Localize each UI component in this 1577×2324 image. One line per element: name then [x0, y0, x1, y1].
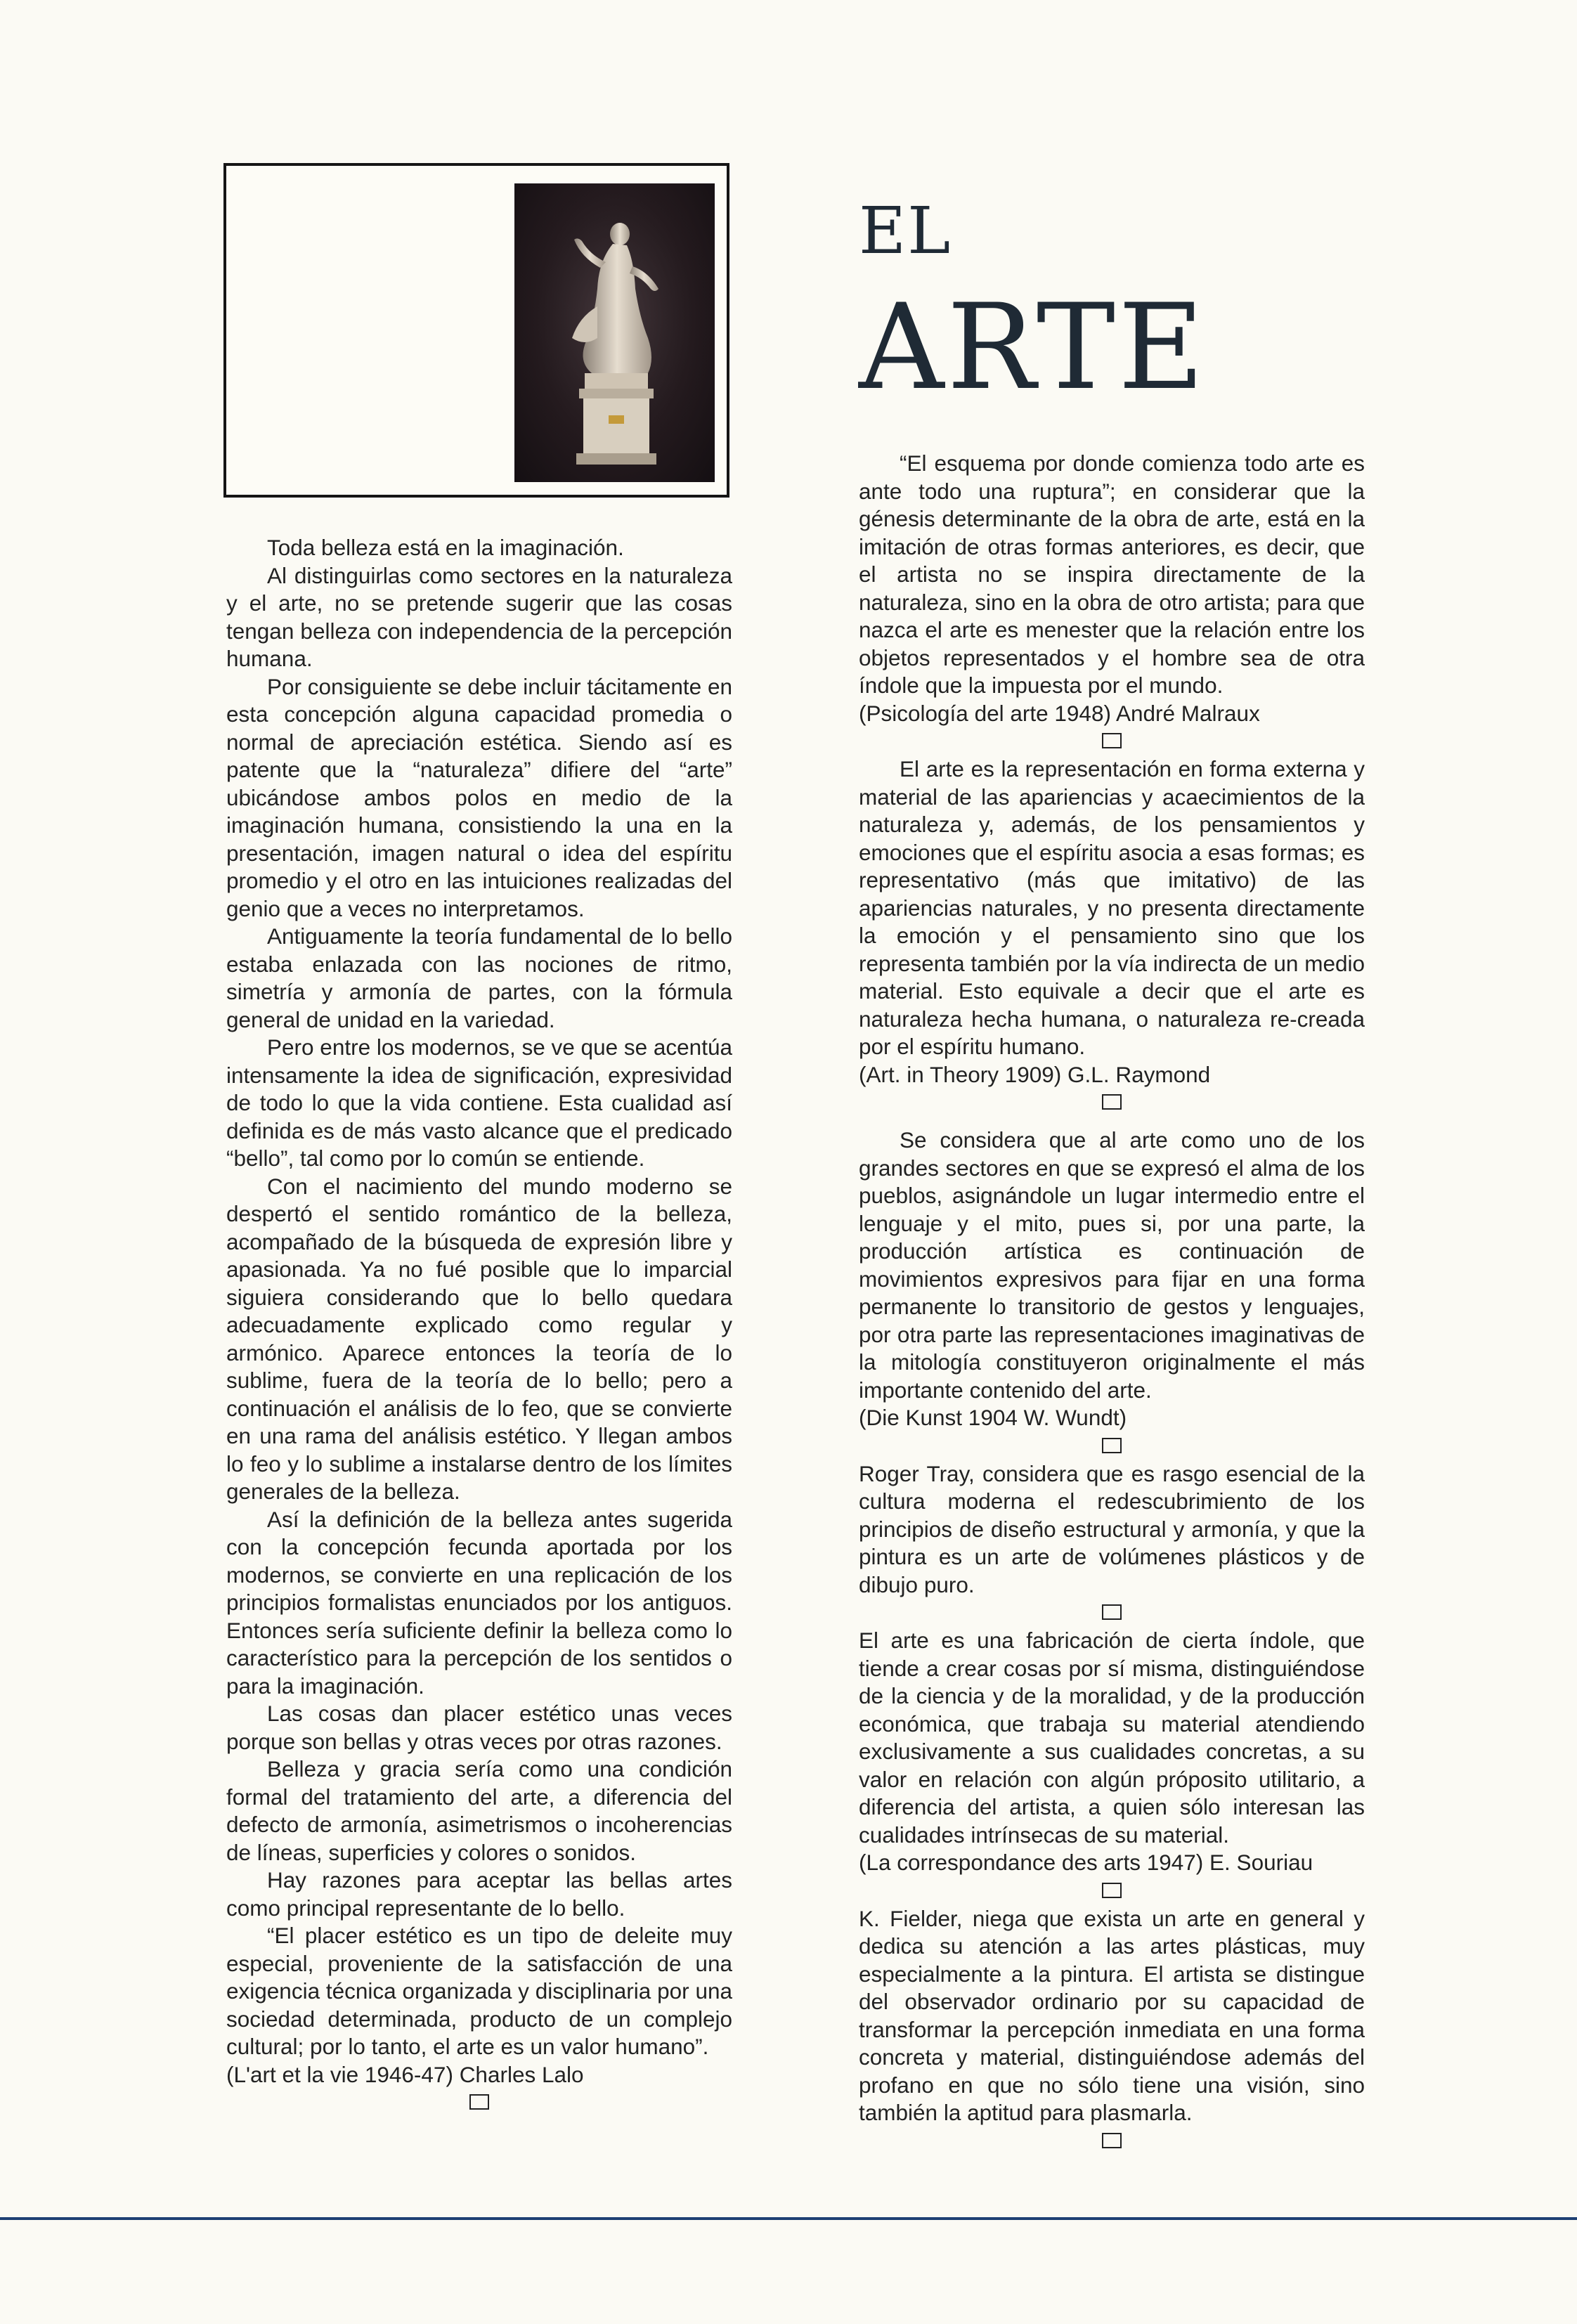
statue-photo: [514, 183, 715, 482]
section-separator-box: [1102, 1438, 1122, 1453]
photo-frame: [223, 163, 729, 498]
paragraph: Con el nacimiento del mundo moderno se despertó el sentido romántico de la belleza, acompañado de la búsqueda de expresión libre y apasionada. Ya no fué posible que lo imparcial siguiera considerando que lo bello quedara adecuadamente explicado como regular y armónico. Aparece entonces la teoría de lo sublime, fuera de la teoría de lo bello; pero a continuación el análisis de lo feo, que se convierte en una rama del análisis estético. Y llegan ambos lo feo y lo sublime a instalarse dentro de los límites generales de la belleza.: [226, 1173, 732, 1504]
citation: (La correspondance des arts 1947) E. Souriau: [859, 1850, 1313, 1875]
paragraph: Pero entre los modernos, se ve que se acentúa intensamente la idea de significación, expresividad de todo lo que la vida contiene. Esta cualidad así definida es de más vasto alcance que el predicado “bello”, tal como por lo común se entiende.: [226, 1034, 732, 1171]
quote-text: El arte es la representación en forma externa y material de las apariencias y acaecimientos de la naturaleza y, además, de los pensamientos y emociones que el espíritu asocia a esas formas; es representativo (más que imitativo) de las apariencias naturales, y no presenta directamente la emoción y el pensamiento sino que los representa también por la vía indirecta de un medio material. Esto equivale a decir que el arte es naturaleza hecha humana, o naturaleza re-creada por el espíritu humano.: [859, 756, 1365, 1059]
paragraph: Así la definición de la belleza antes sugerida con la concepción fecunda aportada por los modernos, se convierte en una replicación de los principios formalistas enunciados por los antiguos. Entonces sería suficiente definir la belleza como lo característico para la percepción de los sentidos o para la imaginación.: [226, 1506, 732, 1699]
paragraph: Al distinguirlas como sectores en la naturaleza y el arte, no se pretende sugerir que las cosas tengan belleza con independencia de la percepción humana.: [226, 562, 732, 671]
paragraph: Toda belleza está en la imaginación.: [267, 535, 624, 560]
quote-text: Roger Tray, considera que es rasgo esencial de la cultura moderna el redescubrimiento de los principios de diseño estructural y armonía, y que la pintura es un arte de volúmenes plásticos y de dibujo puro.: [859, 1460, 1365, 1597]
quote-text: K. Fielder, niega que exista un arte en general y dedica su atención a las artes plásticas, muy especialmente a la pintura. El artista se distingue del observador ordinario por su capacidad de transformar la percepción inmediata en una forma concreta y material, distinguiéndose además del profano en que no sólo tiene una visión, sino también la aptitud para plasmarla.: [859, 1905, 1365, 2125]
quote-text: Se considera que al arte como uno de los grandes sectores en que se expresó el alma de los pueblos, asignándole un lugar intermedio entre el lenguaje y el mito, pues si, por una parte, la producción artística es continuación de movimientos expresivos para fijar en una forma permanente lo transitorio de gestos y lenguajes, por otra parte las representaciones imaginativas de la mitología constituyeron originalmente el más importante contenido del arte.: [859, 1127, 1365, 1403]
paragraph: Belleza y gracia sería como una condición formal del tratamiento del arte, a diferencia del defecto de armonía, asimetrismos o incoherencias de líneas, superficies y colores o sonidos.: [226, 1756, 732, 1865]
quote-text: El arte es una fabricación de cierta índole, que tiende a crear cosas por sí misma, distinguiéndose de la ciencia y de la moralidad, y de la producción económica, que trabaja su material atendiendo exclusivamente a sus cualidades concretas, a su valor en relación con algún próposito utilitario, a diferencia del artista, a quien sólo interesan las cualidades intrínsecas de su material.: [859, 1628, 1365, 1848]
title-line-1: EL: [859, 193, 952, 268]
bottom-rule: [0, 2217, 1577, 2220]
paragraph: Las cosas dan placer estético unas veces porque son bellas y otras veces por otras razones.: [226, 1701, 732, 1754]
title-line-2: ARTE: [859, 278, 1207, 416]
paragraph: Por consiguiente se debe incluir tácitamente en esta concepción alguna capacidad promedia o normal de apreciación estética. Siendo así es patente que la “naturaleza” difiere del “arte” ubicándose ambos polos en medio de la imaginación humana, consistiendo la una en la presentación, imagen natural o idea del espíritu promedio y el otro en las intuiciones realizadas del genio que a veces no interpretamos.: [226, 673, 732, 921]
citation: (Psicología del arte 1948) André Malraux: [859, 700, 1260, 726]
left-column: [226, 534, 732, 2117]
paragraph: Hay razones para aceptar las bellas artes como principal representante de lo bello.: [226, 1867, 732, 1921]
section-separator-box: [1102, 1094, 1122, 1110]
citation: (L'art et la vie 1946-47) Charles Lalo: [226, 2061, 584, 2087]
section-end-box: [1102, 2133, 1122, 2148]
paragraph: “El placer estético es un tipo de deleite muy especial, proveniente de la satisfacción de una exigencia técnica organizada y disciplinaria por una sociedad determinada, producto de un complejo cultural; por lo tanto, el arte es un valor humano”.: [226, 1923, 732, 2059]
section-separator-box: [1102, 1883, 1122, 1898]
quote-text: “El esquema por donde comienza todo arte es ante todo una ruptura”; en considerar que la génesis determinante de la obra de arte, está en la imitación de otras formas anteriores, es decir, que el artista no se inspira directamente de la naturaleza, sino en la obra de otro artista; para que nazca el arte es menester que la relación entre los objetos representados y el hombre sea de otra índole que la impuesta por el mundo.: [859, 450, 1365, 698]
paragraph: Antiguamente la teoría fundamental de lo bello estaba enlazada con las nociones de ritmo, simetría y armonía de partes, con la fórmula general de unidad en la variedad.: [226, 923, 732, 1032]
section-separator-box: [1102, 733, 1122, 748]
section-end-box: [469, 2094, 489, 2110]
citation: (Die Kunst 1904 W. Wundt): [859, 1405, 1127, 1430]
statue-illustration: [514, 183, 715, 482]
right-column: [859, 450, 1365, 2155]
citation: (Art. in Theory 1909) G.L. Raymond: [859, 1061, 1211, 1087]
section-separator-box: [1102, 1604, 1122, 1620]
